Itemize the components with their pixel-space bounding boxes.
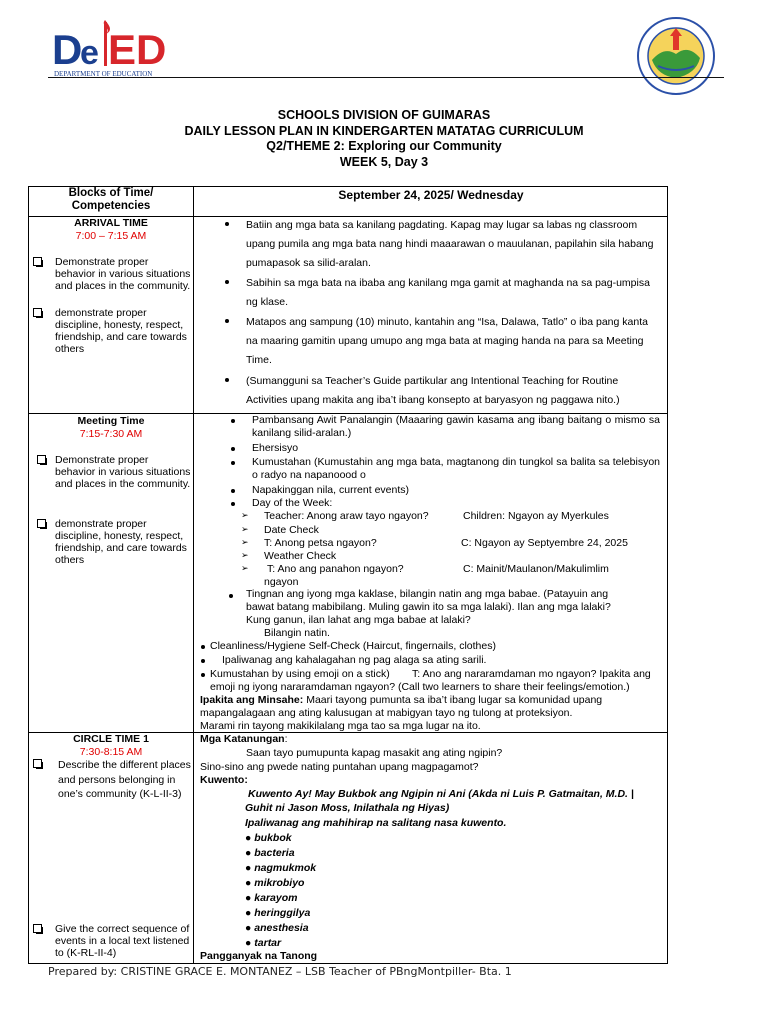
logo-subtitle: DEPARTMENT OF EDUCATION (54, 70, 153, 78)
dialog-teacher-date: T: Anong petsa ngayon? (264, 537, 377, 549)
arrival-competency-1: Demonstrate proper behavior in various situations and places in the community. (31, 256, 191, 306)
arrival-step-1: Batiin ang mga bata sa kanilang pagdating. Kapag may lugar sa labas ng classroom upang pumila ang mga bata nang hindi maaarawan o mauulanan, papilahin sila habang pumapasok sa silid-aralan. (246, 219, 654, 269)
bullet-icon (225, 378, 229, 382)
dialog-weather-check: Weather Check (264, 550, 337, 562)
bullet-icon (225, 319, 229, 323)
arrow-bullet-icon: ➢ (241, 537, 249, 547)
arrival-title: ARRIVAL TIME (74, 217, 148, 229)
bullet-icon (231, 489, 235, 493)
dialog-children-date: C: Ngayon ay Septyembre 24, 2025 (461, 537, 628, 549)
vocab-word: ● bacteria (245, 847, 295, 859)
title-week: WEEK 5, Day 3 (339, 154, 429, 169)
meeting-item-emoji-question: T: Ano ang nararamdaman mo ngayon? Ipakita ang emoji ng iyong nararamdaman ngayon? (Call two learners to share their feelings/emotion.) (210, 668, 651, 693)
bullet-icon (231, 502, 235, 506)
meeting-item-exercise: Ehersisyo (252, 442, 299, 454)
checkbox-icon (37, 519, 46, 528)
title-theme: Q2/THEME 2: Exploring our Community (266, 139, 502, 153)
message-label: Ipakita ang Minsahe: (200, 694, 304, 706)
dialog-children-day: Children: Ngayon ay Myerkules (463, 510, 609, 522)
vocab-word: ● bukbok (245, 832, 292, 844)
vocab-list (245, 831, 445, 951)
meeting-item-self-care: Ipaliwanag ang kahalagahan ng pag alaga sa ating sarili. (222, 654, 487, 666)
title-division: SCHOOLS DIVISION OF GUIMARAS (277, 108, 491, 122)
meeting-item-counting: Tingnan ang iyong mga kaklase, bilangin natin ang mga babae. (Patayuin ang bawat batang mabibilang. Muling gawin ito sa mga lalaki). Ilan ang mga lalaki? (246, 588, 611, 613)
dialog-teacher-weather: T: Ano ang panahon ngayon? (267, 563, 404, 575)
svg-text:e: e (80, 34, 99, 72)
questions-label: Mga Katanungan: (200, 733, 288, 745)
dialog-date-check: Date Check (264, 524, 319, 536)
meeting-competency-1: Demonstrate proper behavior in various situations and places in the community. (31, 454, 191, 506)
meeting-title: Meeting Time (77, 415, 145, 427)
prepared-by: Prepared by: CRISTINE GRACE E. MONTANEZ – LSB Teacher of PBngMontpiller- Bta. 1 (48, 965, 512, 978)
arrow-bullet-icon: ➢ (241, 563, 249, 573)
story-title-1: Kuwento Ay! May Bukbok ang Ngipin ni Ani (Akda ni Luis P. Gatmaitan, M.D. | (248, 788, 634, 800)
vocab-word: ● heringgilya (245, 907, 311, 919)
bullet-icon (231, 447, 235, 451)
circle-time: 7:30-8:15 AM (79, 746, 143, 758)
story-label: Kuwento: (200, 774, 248, 786)
bullet-icon (231, 419, 235, 423)
meeting-item-counting-3: Bilangin natin. (264, 627, 330, 639)
arrival-time: 7:00 – 7:15 AM (75, 230, 147, 242)
svg-text:ED: ED (108, 26, 167, 73)
arrow-bullet-icon: ➢ (241, 550, 249, 560)
bullet-icon (225, 222, 229, 226)
col-header-date: September 24, 2025/ Wednesday (338, 188, 524, 202)
meeting-item-anthem: Pambansang Awit Panalangin (Maaaring gawin kasama ang ibang baitang o mismo sa kanilang silid-aralan.) (252, 414, 660, 439)
checkbox-icon (37, 455, 46, 464)
bullet-icon (229, 594, 233, 598)
circle-title: CIRCLE TIME 1 (73, 733, 149, 745)
deped-logo (50, 18, 180, 80)
arrow-bullet-icon: ➢ (241, 510, 249, 520)
vocab-word: ● nagmukmok (245, 862, 317, 874)
dialog-weather-cont: ngayon (264, 576, 299, 588)
meeting-message (200, 694, 662, 719)
column-divider (193, 186, 194, 964)
motivation-question-label: Pangganyak na Tanong (200, 950, 318, 962)
vocab-word: ● tartar (245, 937, 282, 949)
vocab-word: ● anesthesia (245, 922, 309, 934)
circle-competency-1: Describe the different places and persons belonging in one’s community (K-L-II-3) (31, 758, 191, 822)
story-title-2: Guhit ni Jason Moss, Inilathala ng Hiyas) (245, 802, 450, 814)
meeting-item-current-events: Napakinggan nila, current events) (252, 484, 410, 496)
svg-text:D: D (52, 26, 83, 73)
document-title (0, 108, 768, 170)
dialog-children-weather: C: Mainit/Maulanon/Makulimlim (463, 563, 609, 575)
arrow-bullet-icon: ➢ (241, 524, 249, 534)
checkbox-icon (33, 308, 42, 317)
header-rule (48, 77, 724, 78)
arrival-step-3: Matapos ang sampung (10) minuto, kantahin ang “Isa, Dalawa, Tatlo” o iba pang kanta na maaring gamitin upang umupo ang mga bata at maging handa na para sa Meeting Time. (246, 316, 648, 366)
checkbox-icon (33, 759, 42, 768)
circle-competency-2: Give the correct sequence of events in a local text listened to (K-RL-II-4) (31, 923, 191, 963)
meeting-item-day-of-week: Day of the Week: (252, 497, 333, 509)
checkbox-icon (33, 257, 42, 266)
question-1: Saan tayo pumupunta kapag masakit ang ating ngipin? (246, 747, 503, 759)
meeting-message-2: Marami rin tayong makikilalang mga tao sa mga lugar na ito. (200, 720, 481, 732)
message-text: Maari tayong pumunta sa iba’t ibang lugar sa komunidad upang mapangalagaan ang ating kalusugan at mabigyan tayo ng tulong at proteksiyon. (200, 694, 603, 719)
bullet-icon (201, 673, 205, 677)
vocab-word: ● karayom (245, 892, 298, 904)
division-seal (636, 16, 716, 96)
checkbox-icon (33, 924, 42, 933)
vocab-instruction: Ipaliwanag ang mahihirap na salitang nasa kuwento. (245, 817, 507, 829)
meeting-item-emoji: Kumustahan by using emoji on a stick) (210, 668, 390, 680)
dialog-teacher-day: Teacher: Anong araw tayo ngayon? (264, 510, 429, 522)
meeting-time: 7:15-7:30 AM (79, 428, 143, 440)
bullet-icon (231, 461, 235, 465)
title-plan: DAILY LESSON PLAN IN KINDERGARTEN MATATAG CURRICULUM (184, 123, 584, 138)
bullet-icon (201, 659, 205, 663)
meeting-competency-2: demonstrate proper discipline, honesty, respect, friendship, and care towards others (31, 518, 191, 574)
arrival-competency-2: demonstrate proper discipline, honesty, respect, friendship, and care towards others (31, 307, 191, 367)
meeting-item-kumustahan: Kumustahan (Kumustahin ang mga bata, magtanong din tungkol sa balita sa telebisyon o radyo na napanoood o (252, 456, 660, 481)
arrival-step-2: Sabihin sa mga bata na ibaba ang kanilang mga gamit at maghanda na sa pag-umpisa ng klase. (246, 277, 650, 308)
meeting-item-counting-2: Kung ganun, ilan lahat ang mga babae at lalaki? (246, 614, 471, 626)
col-header-blocks: Blocks of Time/ Competencies (68, 187, 154, 212)
question-2: Sino-sino ang pwede nating puntahan upang magpagamot? (200, 761, 479, 773)
arrival-step-4: (Sumangguni sa Teacher’s Guide partikular ang Intentional Teaching for Routine Activities upang makita ang iba’t ibang konsepto at baryasyon ng paggawa nito.) (246, 375, 620, 406)
meeting-item-hygiene: Cleanliness/Hygiene Self-Check (Haircut, fingernails, clothes) (210, 640, 496, 652)
bullet-icon (225, 280, 229, 284)
vocab-word: ● mikrobiyo (245, 877, 305, 889)
bullet-icon (201, 645, 205, 649)
